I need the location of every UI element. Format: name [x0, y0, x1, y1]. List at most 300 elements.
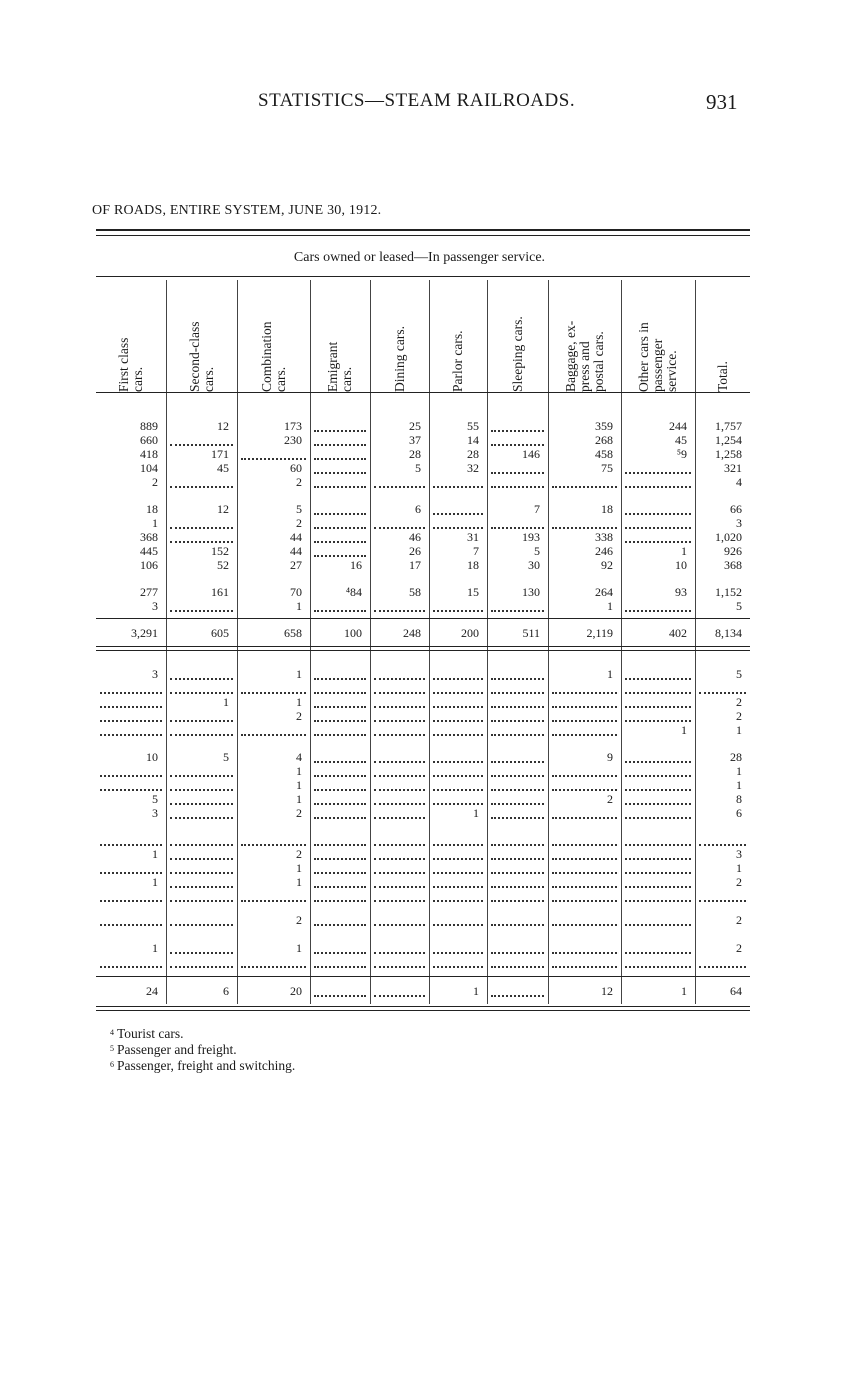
table-cell: 5: [223, 750, 229, 764]
footnote-mark: 6: [110, 1060, 114, 1069]
dot-leader: [625, 761, 691, 763]
dot-leader: [552, 966, 617, 968]
table-cell: 104: [140, 461, 158, 475]
table-cell: 4: [296, 750, 302, 764]
table-cell: 368: [724, 558, 742, 572]
table-cell: 26: [409, 544, 421, 558]
dot-leader: [374, 872, 425, 874]
table-cell: 1: [296, 875, 302, 889]
dot-leader: [241, 966, 306, 968]
table-cell: 458: [595, 447, 613, 461]
dot-leader: [170, 734, 233, 736]
table-cell: 93: [675, 585, 687, 599]
dot-leader: [552, 775, 617, 777]
table-cell: 1: [607, 667, 613, 681]
dot-leader: [433, 872, 483, 874]
dot-leader: [374, 886, 425, 888]
total-cell: 402: [669, 626, 687, 640]
dot-leader: [374, 706, 425, 708]
dot-leader: [699, 844, 746, 846]
footnote: [110, 1057, 295, 1073]
footnote: [110, 1041, 295, 1057]
dot-leader: [374, 789, 425, 791]
dot-leader: [491, 844, 544, 846]
dot-leader: [491, 995, 544, 997]
dot-leader: [170, 886, 233, 888]
table-cell: 18: [146, 502, 158, 516]
table-cell: 2: [296, 475, 302, 489]
table-cell: 9: [607, 750, 613, 764]
total-cell: 64: [730, 984, 742, 998]
bottom-rule-b: [96, 1010, 750, 1011]
table-cell: 5: [736, 599, 742, 613]
total-cell: 20: [290, 984, 302, 998]
dot-leader: [433, 844, 483, 846]
dot-leader: [100, 900, 162, 902]
dot-leader: [625, 952, 691, 954]
total-cell: 12: [601, 984, 613, 998]
dot-leader: [433, 692, 483, 694]
dot-leader: [241, 458, 306, 460]
table-cell: 16: [350, 558, 362, 572]
column-header-line: cars.: [201, 366, 216, 392]
footnote-text: Passenger, freight and switching.: [117, 1058, 296, 1073]
footnotes: [110, 1025, 295, 1073]
column-header-line: service.: [664, 350, 679, 392]
table-cell: 173: [284, 419, 302, 433]
table-cell: 31: [467, 530, 479, 544]
dot-leader: [625, 844, 691, 846]
total-cell: 100: [344, 626, 362, 640]
dot-leader: [374, 734, 425, 736]
group-heading: Cars owned or leased—In passenger service.: [293, 250, 546, 265]
total-cell: 248: [403, 626, 421, 640]
table-cell: 3: [736, 847, 742, 861]
table-cell: 14: [467, 433, 479, 447]
table-cell: 1: [607, 599, 613, 613]
dot-leader: [170, 541, 233, 543]
dot-leader: [491, 858, 544, 860]
dot-leader: [170, 486, 233, 488]
dot-leader: [374, 995, 425, 997]
dot-leader: [314, 678, 366, 680]
dot-leader: [374, 844, 425, 846]
table-cell: 44: [290, 544, 302, 558]
dot-leader: [374, 803, 425, 805]
dot-leader: [491, 803, 544, 805]
dot-leader: [699, 966, 746, 968]
table-cell: 5: [296, 502, 302, 516]
table-cell: 106: [140, 558, 158, 572]
dot-leader: [241, 734, 306, 736]
dot-leader: [625, 541, 691, 543]
column-header-line: Baggage, ex-: [563, 320, 578, 392]
header-bottom-rule: [96, 392, 750, 393]
dot-leader: [170, 900, 233, 902]
footnote-text: Tourist cars.: [117, 1026, 184, 1041]
table-cell: 5: [534, 544, 540, 558]
dot-leader: [491, 720, 544, 722]
dot-leader: [374, 761, 425, 763]
dot-leader: [625, 872, 691, 874]
table-cell: 6: [736, 806, 742, 820]
table-cell: 1: [152, 875, 158, 889]
table-cell: 8: [736, 792, 742, 806]
dot-leader: [625, 803, 691, 805]
dot-leader: [433, 803, 483, 805]
section-rule-b: [96, 650, 750, 651]
column-header-label: [326, 342, 354, 392]
total-cell: 511: [522, 626, 540, 640]
top-rule-thin: [96, 235, 750, 236]
table-cell: 5: [736, 667, 742, 681]
dot-leader: [552, 952, 617, 954]
dot-leader: [491, 924, 544, 926]
table-cell: 418: [140, 447, 158, 461]
dot-leader: [552, 692, 617, 694]
dot-leader: [491, 966, 544, 968]
table-cell: 2: [736, 875, 742, 889]
total-cell: 605: [211, 626, 229, 640]
column-rule: [166, 280, 167, 1004]
dot-leader: [491, 817, 544, 819]
table-cell: 7: [473, 544, 479, 558]
table-cell: 6: [415, 502, 421, 516]
table-cell: 2: [736, 913, 742, 927]
dot-leader: [100, 872, 162, 874]
dot-leader: [491, 610, 544, 612]
table-cell: 2: [736, 709, 742, 723]
dot-leader: [170, 924, 233, 926]
dot-leader: [552, 872, 617, 874]
table-cell: 338: [595, 530, 613, 544]
table-cell: 2: [736, 695, 742, 709]
total-cell: 200: [461, 626, 479, 640]
dot-leader: [314, 924, 366, 926]
table-cell: 27: [290, 558, 302, 572]
dot-leader: [625, 678, 691, 680]
column-header-label: [260, 322, 288, 393]
dot-leader: [170, 858, 233, 860]
dot-leader: [491, 486, 544, 488]
table-cell: 12: [217, 502, 229, 516]
dot-leader: [170, 527, 233, 529]
table-cell: 28: [409, 447, 421, 461]
table-cell: 5: [152, 792, 158, 806]
table-cell: 3: [152, 599, 158, 613]
table-cell: 1: [296, 764, 302, 778]
column-header-label: [451, 331, 465, 392]
table-cell: 70: [290, 585, 302, 599]
table-cell: 2: [736, 941, 742, 955]
dot-leader: [491, 706, 544, 708]
dot-leader: [491, 761, 544, 763]
dot-leader: [374, 692, 425, 694]
column-rule: [621, 280, 622, 1004]
dot-leader: [314, 444, 366, 446]
column-header-label: [564, 321, 606, 392]
column-rule: [548, 280, 549, 1004]
dot-leader: [433, 952, 483, 954]
dot-leader: [491, 789, 544, 791]
dot-leader: [433, 486, 483, 488]
table-cell: 46: [409, 530, 421, 544]
table-cell: 45: [675, 433, 687, 447]
dot-leader: [314, 527, 366, 529]
table-cell: 161: [211, 585, 229, 599]
table-cell: 1: [152, 941, 158, 955]
table-cell: 30: [528, 558, 540, 572]
dot-leader: [491, 678, 544, 680]
column-header-label: [637, 322, 679, 392]
dot-leader: [170, 844, 233, 846]
dot-leader: [433, 886, 483, 888]
dot-leader: [433, 924, 483, 926]
dot-leader: [625, 486, 691, 488]
dot-leader: [491, 527, 544, 529]
dot-leader: [314, 472, 366, 474]
dot-leader: [314, 610, 366, 612]
table-cell: 2: [152, 475, 158, 489]
dot-leader: [100, 775, 162, 777]
dot-leader: [433, 610, 483, 612]
column-header-label: [117, 338, 145, 392]
dot-leader: [625, 692, 691, 694]
table-cell: 1,020: [715, 530, 742, 544]
table-cell: 146: [522, 447, 540, 461]
column-header-line: cars.: [339, 366, 354, 392]
table-cell: 66: [730, 502, 742, 516]
dot-leader: [100, 924, 162, 926]
dot-leader: [433, 966, 483, 968]
dot-leader: [314, 541, 366, 543]
dot-leader: [552, 924, 617, 926]
dot-leader: [314, 761, 366, 763]
dot-leader: [625, 900, 691, 902]
column-header-line: Second-class: [187, 321, 202, 392]
column-header-label: [188, 322, 216, 392]
dot-leader: [170, 720, 233, 722]
subtotal-rule: [96, 618, 750, 619]
dot-leader: [491, 692, 544, 694]
dot-leader: [314, 803, 366, 805]
dot-leader: [491, 872, 544, 874]
total-cell: 6: [223, 984, 229, 998]
dot-leader: [170, 952, 233, 954]
dot-leader: [314, 952, 366, 954]
dot-leader: [314, 789, 366, 791]
dot-leader: [491, 952, 544, 954]
dot-leader: [625, 513, 691, 515]
dot-leader: [433, 720, 483, 722]
dot-leader: [491, 886, 544, 888]
dot-leader: [552, 486, 617, 488]
dot-leader: [314, 966, 366, 968]
dot-leader: [552, 858, 617, 860]
dot-leader: [374, 952, 425, 954]
dot-leader: [374, 924, 425, 926]
footnote: [110, 1025, 295, 1041]
table-cell: 660: [140, 433, 158, 447]
dot-leader: [241, 900, 306, 902]
dot-leader: [241, 844, 306, 846]
dot-leader: [699, 900, 746, 902]
table-cell: 244: [669, 419, 687, 433]
dot-leader: [314, 706, 366, 708]
table-cell: 1,254: [715, 433, 742, 447]
dot-leader: [374, 527, 425, 529]
dot-leader: [433, 761, 483, 763]
total-cell: 2,119: [586, 626, 613, 640]
dot-leader: [314, 900, 366, 902]
dot-leader: [433, 775, 483, 777]
dot-leader: [625, 720, 691, 722]
dot-leader: [100, 844, 162, 846]
column-header-line: First class: [116, 337, 131, 392]
dot-leader: [625, 527, 691, 529]
column-header-line: press and: [577, 341, 592, 392]
dot-leader: [100, 734, 162, 736]
table-cell: 15: [467, 585, 479, 599]
table-cell: 152: [211, 544, 229, 558]
dot-leader: [374, 486, 425, 488]
dot-leader: [100, 966, 162, 968]
table-cell: 7: [534, 502, 540, 516]
table-cell: 75: [601, 461, 613, 475]
dot-leader: [625, 886, 691, 888]
column-rule: [310, 280, 311, 1004]
footnote-text: Passenger and freight.: [117, 1042, 237, 1057]
dot-leader: [374, 817, 425, 819]
dot-leader: [314, 995, 366, 997]
table-cell: 45: [217, 461, 229, 475]
table-cell: 1: [296, 599, 302, 613]
dot-leader: [314, 886, 366, 888]
column-header-line: cars.: [130, 366, 145, 392]
table-cell: 3: [152, 806, 158, 820]
table-cell: 25: [409, 419, 421, 433]
table-cell: 17: [409, 558, 421, 572]
table-cell: 32: [467, 461, 479, 475]
footnote-mark: 4: [110, 1028, 114, 1037]
table-cell: 1: [296, 941, 302, 955]
dot-leader: [241, 692, 306, 694]
dot-leader: [314, 513, 366, 515]
table-cell: 130: [522, 585, 540, 599]
table-cell: 10: [146, 750, 158, 764]
column-header-line: Dining cars.: [392, 326, 407, 392]
column-header-line: passenger: [650, 338, 665, 392]
column-rule: [487, 280, 488, 1004]
table-cell: 28: [467, 447, 479, 461]
dot-leader: [374, 610, 425, 612]
dot-leader: [625, 610, 691, 612]
dot-leader: [491, 472, 544, 474]
table-cell: 1,258: [715, 447, 742, 461]
table-cell: 52: [217, 558, 229, 572]
group-heading-rule: [96, 276, 750, 277]
dot-leader: [314, 858, 366, 860]
table-cell: 55: [467, 419, 479, 433]
total-cell: 658: [284, 626, 302, 640]
dot-leader: [552, 844, 617, 846]
dot-leader: [314, 817, 366, 819]
total-cell: 8,134: [715, 626, 742, 640]
column-header-line: cars.: [273, 366, 288, 392]
table-cell: 1: [296, 792, 302, 806]
column-rule: [237, 280, 238, 1004]
dot-leader: [552, 886, 617, 888]
dot-leader: [374, 720, 425, 722]
dot-leader: [170, 775, 233, 777]
dot-leader: [625, 858, 691, 860]
subtotal-rule-2: [96, 976, 750, 977]
table-cell: 3: [152, 667, 158, 681]
dot-leader: [552, 789, 617, 791]
table-cell: 2: [296, 516, 302, 530]
dot-leader: [170, 789, 233, 791]
dot-leader: [100, 789, 162, 791]
table-cell: 359: [595, 419, 613, 433]
table-cell: 18: [467, 558, 479, 572]
dot-leader: [433, 900, 483, 902]
footnote-mark: 5: [110, 1044, 114, 1053]
total-cell: 24: [146, 984, 158, 998]
table-cell: 3: [736, 516, 742, 530]
total-cell: 3,291: [131, 626, 158, 640]
table-subtitle: OF ROADS, ENTIRE SYSTEM, JUNE 30, 1912.: [92, 203, 382, 218]
table-cell: 60: [290, 461, 302, 475]
dot-leader: [552, 734, 617, 736]
dot-leader: [374, 900, 425, 902]
dot-leader: [491, 734, 544, 736]
dot-leader: [314, 555, 366, 557]
total-cell: 1: [473, 984, 479, 998]
dot-leader: [552, 720, 617, 722]
dot-leader: [625, 817, 691, 819]
column-rule: [695, 280, 696, 1004]
table-cell: 18: [601, 502, 613, 516]
table-cell: 2: [296, 847, 302, 861]
dot-leader: [100, 692, 162, 694]
dot-leader: [552, 527, 617, 529]
column-header-line: Emigrant: [325, 341, 340, 392]
dot-leader: [625, 775, 691, 777]
table-cell: 2: [296, 913, 302, 927]
dot-leader: [433, 789, 483, 791]
dot-leader: [699, 692, 746, 694]
running-head: STATISTICS—STEAM RAILROADS.: [258, 90, 576, 111]
dot-leader: [433, 678, 483, 680]
total-cell: 1: [681, 984, 687, 998]
dot-leader: [552, 706, 617, 708]
dot-leader: [491, 775, 544, 777]
top-rule-thick: [96, 229, 750, 231]
column-header-line: Total.: [715, 361, 730, 392]
table-cell: 1: [736, 861, 742, 875]
dot-leader: [314, 775, 366, 777]
column-header-line: Other cars in: [636, 322, 651, 392]
table-cell: 1,152: [715, 585, 742, 599]
dot-leader: [374, 775, 425, 777]
dot-leader: [552, 817, 617, 819]
dot-leader: [100, 706, 162, 708]
column-header-line: Sleeping cars.: [510, 316, 525, 392]
dot-leader: [433, 858, 483, 860]
dot-leader: [170, 678, 233, 680]
dot-leader: [170, 872, 233, 874]
dot-leader: [314, 734, 366, 736]
